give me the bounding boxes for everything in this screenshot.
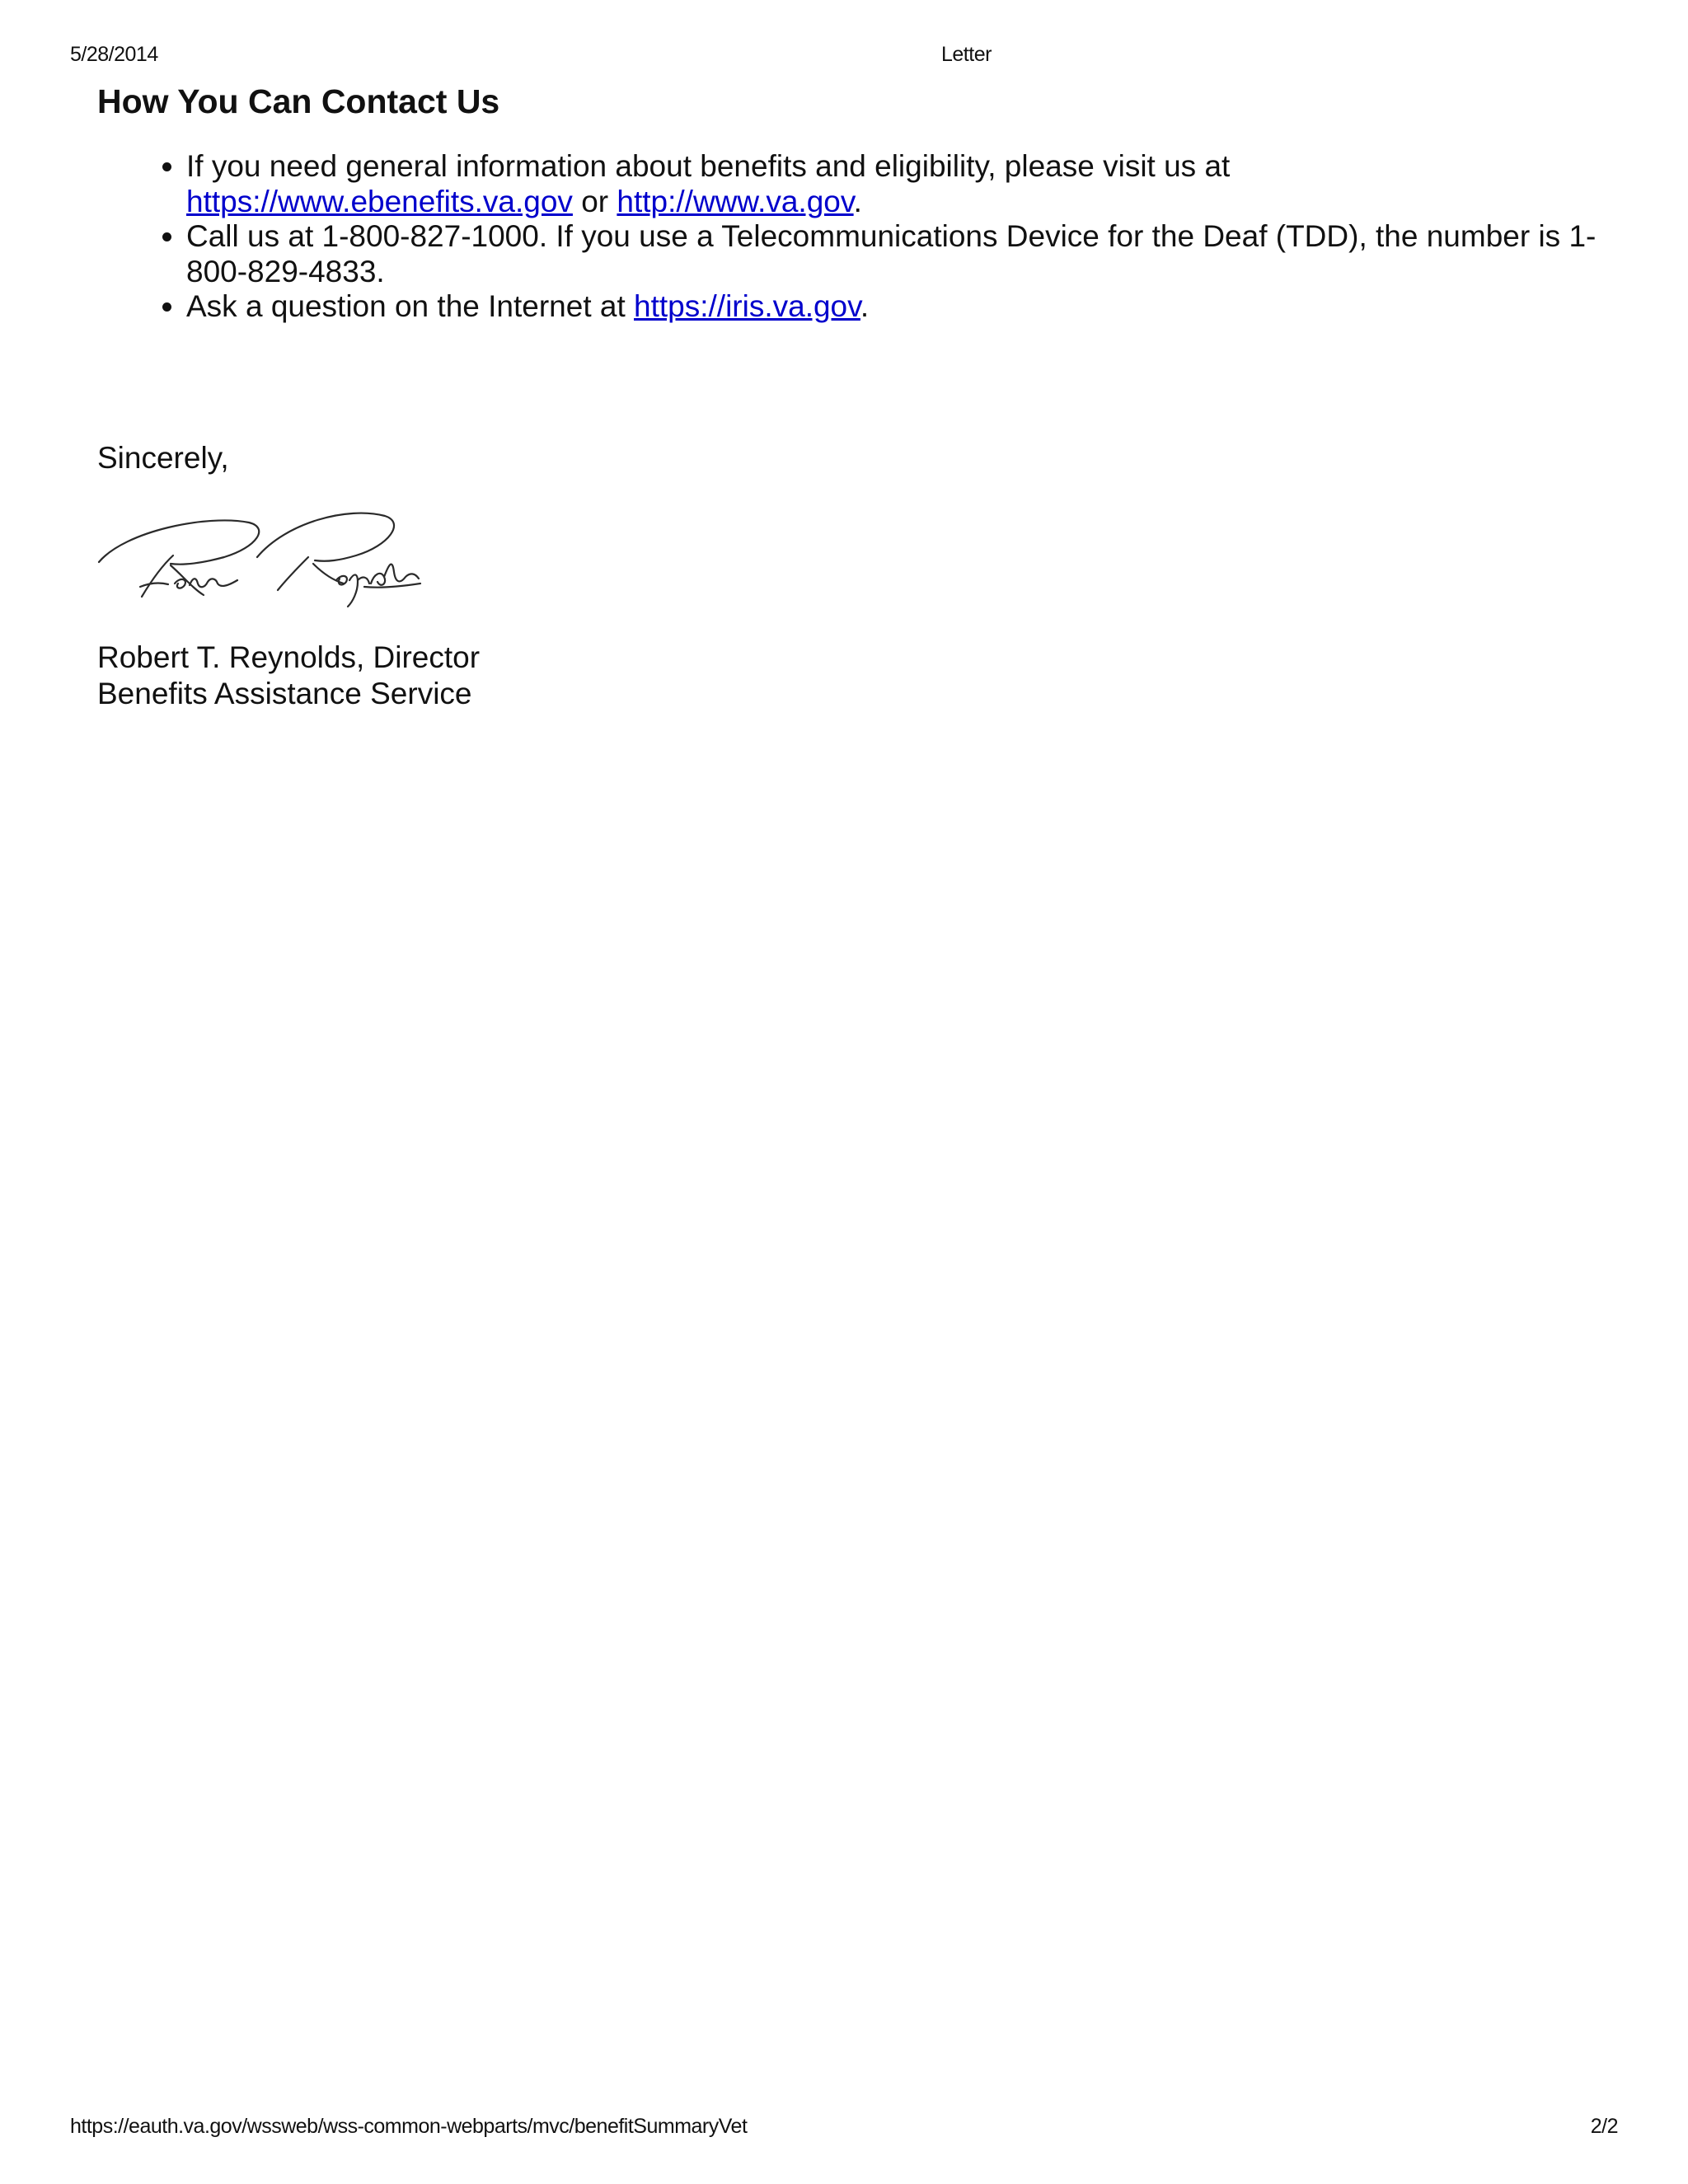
list-item: [186, 289, 1614, 325]
print-date: 5/28/2014: [70, 43, 158, 66]
list-item: [186, 219, 1614, 289]
item-text: or: [572, 184, 617, 218]
signer-block: [97, 640, 480, 712]
item-text: Ask a question on the Internet at: [186, 289, 635, 323]
list-item: [186, 149, 1614, 219]
contact-list: [97, 149, 1614, 325]
print-title: Letter: [941, 43, 992, 66]
va-gov-link[interactable]: http://www.va.gov: [617, 184, 854, 218]
signer-name-title: Robert T. Reynolds, Director: [97, 640, 481, 674]
print-url: https://eauth.va.gov/wssweb/wss-common-webparts/mvc/benefitSummaryVet: [70, 2115, 748, 2138]
section-heading: How You Can Contact Us: [97, 82, 500, 120]
item-text: Call us at 1-800-827-1000. If you use a Telecommunications Device for the Deaf (TDD), the number is 1-800-829-4833.: [186, 219, 1597, 288]
page-footer: [70, 2115, 1618, 2141]
closing: Sincerely,: [97, 441, 229, 475]
iris-link[interactable]: https://iris.va.gov: [634, 289, 860, 323]
item-text: .: [853, 184, 862, 218]
signer-organization: Benefits Assistance Service: [97, 677, 472, 710]
ebenefits-link[interactable]: https://www.ebenefits.va.gov: [186, 184, 573, 218]
item-text: If you need general information about benefits and eligibility, please visit us at: [186, 149, 1231, 183]
page-number: 2/2: [1590, 2115, 1618, 2138]
letter-content: [97, 78, 1614, 325]
page-header: [70, 43, 1618, 69]
item-text: .: [860, 289, 870, 323]
signature-image: [92, 498, 422, 613]
